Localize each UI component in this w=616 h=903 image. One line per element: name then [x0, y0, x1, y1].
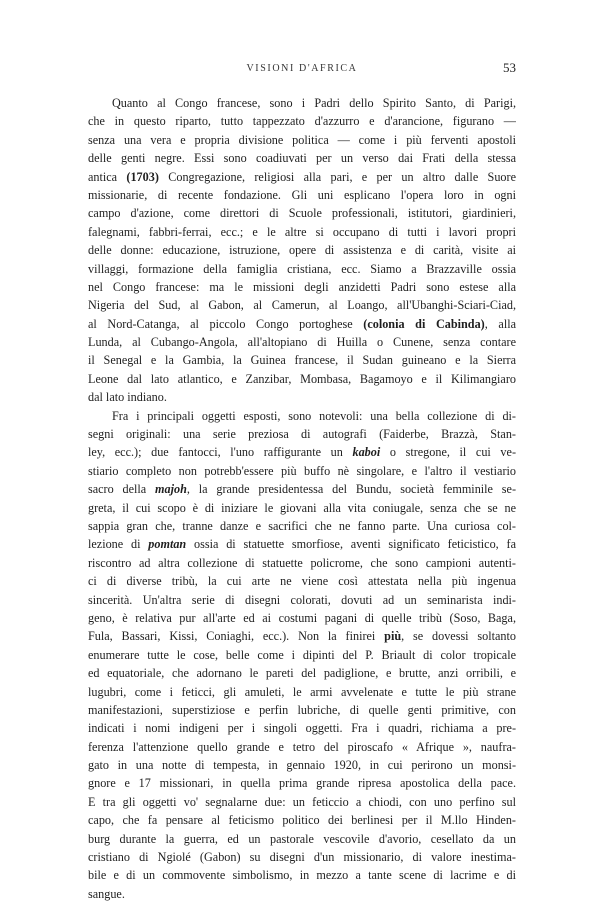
text-run: burg durante la guerra, ed un pastorale vescovile d'avorio, cesellato da un — [88, 831, 516, 846]
text-line — [88, 793, 516, 811]
text-run: enumerare tutte le cose, belle come i dipinti del P. Briault di color tropicale — [88, 647, 516, 662]
text-run: geno, è relativa pur all'arte ed ai costumi pagani di quelle tribù (Soso, Baga, — [88, 610, 516, 625]
text-run: (1703) — [126, 169, 159, 184]
text-line — [88, 609, 516, 627]
text-line — [88, 223, 516, 241]
text-run: ferenza l'attenzione quello grande e tetro del piroscafo « Afrique », naufra- — [88, 739, 516, 754]
text-run: Fra i principali oggetti esposti, sono notevoli: una bella collezione di di- — [112, 408, 516, 423]
text-line — [88, 186, 516, 204]
text-run: antica — [88, 169, 127, 184]
text-run: ley, ecc.); due fantocci, l'uno raffigurante un — [88, 445, 353, 460]
text-line — [88, 241, 516, 259]
text-run: indicati i nomi indigeni per i singoli oggetti. Fra i quadri, richiama a pre- — [88, 721, 516, 736]
text-run: ossia di statuette smorfiose, aventi significato feticistico, fa — [186, 537, 516, 552]
text-run: senza una vera e propria divisione politica — come i più ferventi apostoli — [88, 132, 516, 147]
text-line — [88, 204, 516, 222]
text-run: sangue. — [88, 886, 125, 901]
text-run: o stregone, il cui ve- — [380, 445, 516, 460]
text-line — [88, 425, 516, 443]
text-run: delle genti negre. Essi sono coadiuvati per un verso dai Frati della stessa — [88, 151, 516, 166]
text-run: gato in una notte di tempesta, in gennaio 1920, in cui perirono un monsi- — [88, 758, 516, 773]
text-run: nel Congo francese: ma le missioni degli anzidetti Padri sono estese alla — [88, 279, 516, 294]
text-run: segni originali: una serie preziosa di autografi (Faiderbe, Brazzà, Stan- — [88, 427, 516, 442]
text-line — [88, 296, 516, 314]
text-run: ci di diverse tribù, la cui arte ne viene così attestata nella più ingenua — [88, 574, 516, 589]
text-run: Fula, Bassari, Kissi, Coniaghi, ecc.). Non la finirei — [88, 629, 385, 644]
text-run: sacro della — [88, 482, 156, 497]
text-run: bile e di un commovente simbolismo, in mezzo a tante scene di lacrime e di — [88, 868, 516, 883]
text-run: dal lato indiano. — [88, 390, 167, 405]
text-line — [88, 131, 516, 149]
text-run: che in questo riparto, tutto tappezzato d'azzurro e d'arancione, figurano — — [88, 114, 516, 129]
text-line — [88, 572, 516, 590]
text-run: ed equatoriale, che adornano le pareti del padiglione, e brutte, anzi orribili, e — [88, 666, 516, 681]
text-run: più — [384, 629, 402, 644]
text-run: cristiano di Ngiolé (Gabon) su disegni d'un missionario, di valore inestima- — [88, 850, 516, 865]
text-line — [88, 664, 516, 682]
running-head — [88, 60, 516, 80]
text-line — [88, 168, 516, 186]
text-line — [88, 683, 516, 701]
text-run: Lunda, al Cubango-Angola, all'altopiano di Huilla o Cunene, senza contare — [88, 335, 516, 350]
text-line — [88, 848, 516, 866]
body-text — [88, 94, 516, 903]
text-line — [88, 701, 516, 719]
text-line — [88, 774, 516, 792]
text-run: campo d'azione, come direttori di Scuole professionali, istitutori, giardinieri, — [88, 206, 516, 221]
text-line — [88, 407, 516, 425]
text-line — [88, 260, 516, 278]
text-line — [88, 811, 516, 829]
text-line — [88, 517, 516, 535]
text-line — [88, 94, 516, 112]
text-line — [88, 866, 516, 884]
text-line — [88, 627, 516, 645]
paragraph — [88, 407, 516, 903]
text-run: , la grande presidentessa del Bundu, società femminile se- — [186, 482, 516, 497]
text-line — [88, 333, 516, 351]
text-run: al Nord-Catanga, al piccolo Congo portoghese — [88, 316, 364, 331]
text-run: manifestazioni, superstiziose e perfin lubriche, di quelle genti primitive, con — [88, 702, 516, 717]
text-run: E tra gli oggetti vo' segnalarne due: un feticcio a chiodi, con uno perfino sul — [88, 794, 516, 809]
text-run: Nigeria del Sud, al Gabon, al Camerun, al Loango, all'Ubanghi-Sciari-Ciad, — [88, 298, 516, 313]
text-line — [88, 278, 516, 296]
text-line — [88, 351, 516, 369]
text-run: falegnami, fabbri-ferrai, ecc.; e le altre si occupano di tutti i lavori propri — [88, 224, 516, 239]
text-line — [88, 756, 516, 774]
text-run: Leone dal lato atlantico, e Zanzibar, Mombasa, Bagamoyo e il Kilimangiaro — [88, 371, 516, 386]
text-run: sappia gran che, tranne danze e sacrifici che ne fanno parte. Una curiosa col- — [88, 518, 516, 533]
text-run: sincerità. Un'altra serie di disegni colorati, dovuti ad un seminarista indi- — [88, 592, 516, 607]
text-line — [88, 554, 516, 572]
text-line — [88, 499, 516, 517]
text-run: pomtan — [148, 537, 187, 552]
text-line — [88, 112, 516, 130]
text-run: lezione di — [88, 537, 149, 552]
text-run: capo, che fa pensare al feticismo politico dei berlinesi per il M.llo Hinden- — [88, 813, 516, 828]
text-run: lugubri, come i feticci, gli amuleti, le armi avvelenate e tutte le più strane — [88, 684, 516, 699]
text-line — [88, 315, 516, 333]
text-line — [88, 388, 516, 406]
text-line — [88, 738, 516, 756]
running-title: VISIONI D'AFRICA — [246, 63, 358, 74]
text-run: majoh — [155, 482, 187, 497]
text-run: Congregazione, religiosi alla pari, e per un altro dalle Suore — [158, 169, 516, 184]
text-line — [88, 535, 516, 553]
text-line — [88, 480, 516, 498]
text-run: (colonia di Cabinda) — [363, 316, 485, 331]
text-run: , alla — [484, 316, 516, 331]
text-line — [88, 149, 516, 167]
text-run: , se dovessi soltanto — [401, 629, 516, 644]
text-line — [88, 462, 516, 480]
text-line — [88, 830, 516, 848]
text-line — [88, 646, 516, 664]
paragraph — [88, 94, 516, 407]
text-run: delle donne: educazione, istruzione, opere di assistenza e di carità, visite ai — [88, 243, 516, 258]
text-run: il Senegal e la Gambia, la Guinea francese, il Sudan guineano e la Sierra — [88, 353, 516, 368]
text-run: greta, il cui scopo è di iniziare le giovani alla vita coniugale, senza che se ne — [88, 500, 516, 515]
text-line — [88, 885, 516, 903]
text-run: gnore e 17 missionari, in quella prima grande ripresa apostolica della pace. — [88, 776, 516, 791]
text-run: missionarie, di recente fondazione. Gli uni esplicano l'opera loro in ogni — [88, 187, 516, 202]
text-run: Quanto al Congo francese, sono i Padri dello Spirito Santo, di Parigi, — [112, 96, 516, 110]
page-number: 53 — [503, 60, 516, 75]
text-line — [88, 443, 516, 461]
text-line — [88, 370, 516, 388]
text-line — [88, 719, 516, 737]
text-run: kaboi — [352, 445, 381, 460]
text-run: stiario completo non potrebb'essere più buffo nè singolare, e l'altro il vestiario — [88, 463, 516, 478]
text-run: riscontro ad altra collezione di statuette policrome, che sono campioni autenti- — [88, 555, 516, 570]
text-run: villaggi, formazione della famiglia cristiana, ecc. Siamo a Brazzaville ossia — [88, 261, 516, 276]
text-line — [88, 591, 516, 609]
